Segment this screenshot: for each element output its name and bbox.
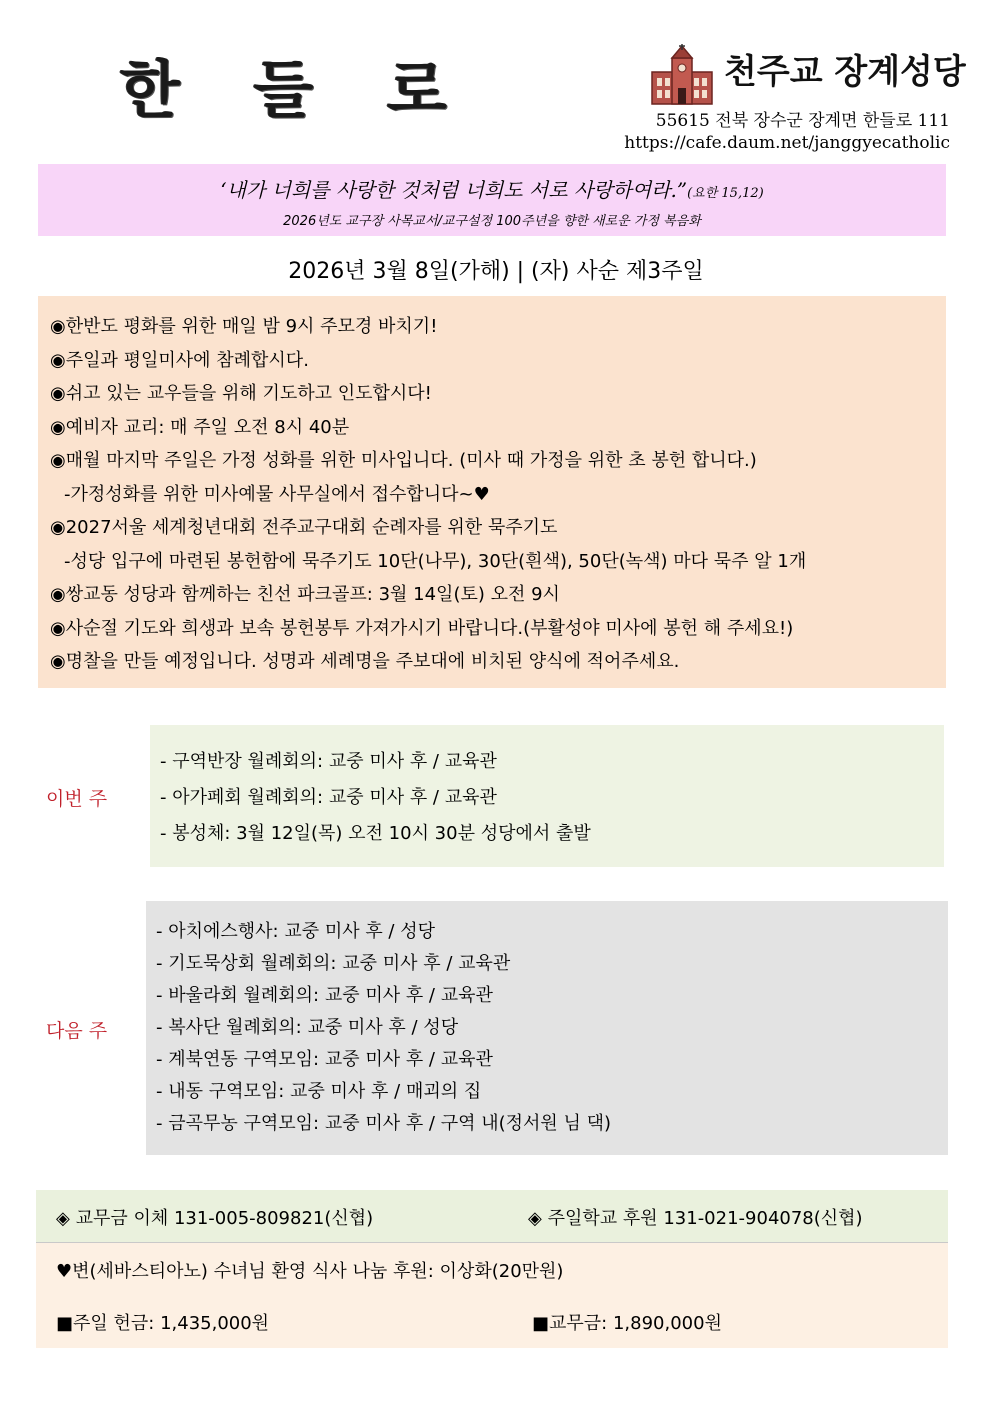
notice-item: ◉매월 마지막 주일은 가정 성화를 위한 미사입니다. (미사 때 가정을 위한 초 봉헌 합니다.) (50, 450, 757, 471)
notice-item: ◉쉬고 있는 교우들을 위해 기도하고 인도합시다! (50, 383, 432, 404)
dues-collection: ■교무금: 1,890,000원 (532, 1313, 722, 1334)
schedule-item: - 아치에스행사: 교중 미사 후 / 성당 (156, 921, 435, 942)
verse: ‘내가 너희를 사랑한 것처럼 너희도 서로 사랑하여라.”(요한 15,12) (220, 178, 764, 202)
notice-subitem: -가정성화를 위한 미사예물 사무실에서 접수합니다~♥ (64, 483, 490, 505)
schedule-item: - 기도묵상회 월례회의: 교중 미사 후 / 교육관 (156, 953, 511, 974)
notice-item: ◉예비자 교리: 매 주일 오전 8시 40분 (50, 416, 350, 438)
sunday-collection: ■주일 헌금: 1,435,000원 (56, 1313, 270, 1334)
sunday-school-account: ◈ 주일학교 후원 131-021-904078(신협) (528, 1208, 863, 1229)
liturgical-date: 2026년 3월 8일(가해) | (자) 사순 제3주일 (288, 259, 704, 284)
address-line: 55615 전북 장수군 장계면 한들로 111 (655, 111, 950, 131)
schedule-item: - 아가페회 월례회의: 교중 미사 후 / 교육관 (160, 787, 497, 808)
church-logo-icon (646, 44, 718, 106)
notice-item: ◉명찰을 만들 예정입니다. 성명과 세례명을 주보대에 비치된 양식에 적어주세요. (50, 651, 680, 672)
bulletin-title: 한 들 로 (120, 53, 473, 126)
schedule-item: - 내동 구역모임: 교중 미사 후 / 매괴의 집 (156, 1081, 482, 1102)
dues-account: ◈ 교무금 이체 131-005-809821(신협) (56, 1208, 374, 1229)
notice-item: ◉2027서울 세계청년대회 전주교구대회 순례자를 위한 묵주기도 (50, 517, 558, 538)
notice-item: ◉한반도 평화를 위한 매일 밤 9시 주모경 바치기! (50, 316, 438, 337)
next-week-box (146, 901, 948, 1155)
offering-box (36, 1243, 948, 1348)
parish-address (624, 110, 950, 154)
this-week-label: 이번 주 (46, 788, 108, 810)
parish-name: 천주교 장계성당 (724, 52, 966, 92)
notice-subitem: -성당 입구에 마련된 봉헌함에 묵주기도 10단(나무), 30단(흰색), 50단(녹색) 마다 묵주 알 1개 (64, 550, 807, 572)
verse-banner (38, 164, 946, 236)
this-week-box (150, 725, 944, 867)
notices-box (38, 296, 946, 688)
schedule-item: - 바울라회 월례회의: 교중 미사 후 / 교육관 (156, 985, 493, 1006)
schedule-item: - 금곡무농 구역모임: 교중 미사 후 / 구역 내(정서원 님 댁) (156, 1113, 612, 1134)
verse-reference: (요한 15,12) (687, 186, 764, 201)
cafe-link[interactable]: https://cafe.daum.net/janggyecatholic (624, 133, 950, 153)
schedule-item: - 계북연동 구역모임: 교중 미사 후 / 교육관 (156, 1049, 493, 1070)
bank-accounts (36, 1190, 948, 1243)
notice-item: ◉쌍교동 성당과 함께하는 친선 파크골프: 3월 14일(토) 오전 9시 (50, 584, 560, 605)
schedule-item: - 봉성체: 3월 12일(목) 오전 10시 30분 성당에서 출발 (160, 823, 591, 844)
donation-note: ♥변(세바스티아노) 수녀님 환영 식사 나눔 후원: 이상화(20만원) (56, 1261, 564, 1282)
schedule-item: - 복사단 월례회의: 교중 미사 후 / 성당 (156, 1017, 459, 1038)
notice-item: ◉주일과 평일미사에 참례합시다. (50, 349, 309, 371)
pastoral-theme: 2026년도 교구장 사목교서/교구설정 100주년을 향한 새로운 가정 복음화 (283, 214, 701, 229)
schedule-item: - 구역반장 월례회의: 교중 미사 후 / 교육관 (160, 751, 497, 772)
notice-item: ◉사순절 기도와 희생과 보속 봉헌봉투 가져가시기 바랍니다.(부활성야 미사에 봉헌 해 주세요!) (50, 617, 794, 639)
next-week-label: 다음 주 (46, 1020, 108, 1042)
